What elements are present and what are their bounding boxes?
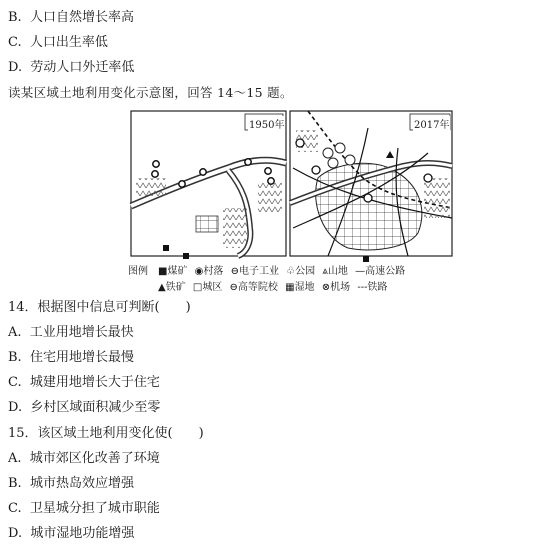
q14-option-d[interactable]: D. 乡村区域面积减少至零: [8, 400, 161, 415]
land-use-figure: [128, 108, 455, 294]
mountains-1950-c: [258, 183, 282, 213]
legend-village: 村落: [203, 266, 224, 277]
q15-option-a[interactable]: A. 城市郊区化改善了环境: [8, 451, 160, 466]
intro-text: 读某区域土地利用变化示意图，回答 14～15 题。: [8, 85, 293, 100]
legend-wetland: 湿地: [294, 282, 315, 293]
map-2017-year: 2017年: [413, 116, 450, 131]
mountains-1950-b: [223, 208, 247, 248]
legend-railway: 铁路: [367, 282, 388, 293]
legend-coal-mine: 煤矿: [167, 266, 188, 277]
coal-mine-1950-b: [183, 253, 189, 259]
city-1950: [196, 216, 218, 232]
q14-option-c[interactable]: C. 城建用地增长大于住宅: [8, 375, 160, 390]
legend-highway: 高速公路: [365, 266, 406, 277]
option-d-prev: D. 劳动人口外迁率低: [8, 60, 135, 75]
q15-option-c[interactable]: C. 卫星城分担了城市职能: [8, 501, 160, 516]
option-b-prev: B. 人口自然增长率高: [8, 10, 134, 25]
legend-airport: 机场: [330, 282, 351, 293]
q15-option-b[interactable]: B. 城市热岛效应增强: [8, 476, 134, 491]
q14-option-b[interactable]: B. 住宅用地增长最慢: [8, 350, 134, 365]
q15-stem: 15．该区域土地利用变化使( ): [8, 426, 204, 441]
legend-iron-mine: 铁矿: [165, 282, 186, 293]
q14-option-a[interactable]: A. 工业用地增长最快: [8, 325, 134, 340]
legend-city: 城区: [202, 282, 223, 293]
legend-row-1: ■煤矿 ◉村落 ⊖电子工业 ♧公园 ⩓山地 —高速公路: [158, 266, 406, 277]
coal-mine-1950-a: [163, 245, 169, 251]
option-c-prev: C. 人口出生率低: [8, 35, 108, 50]
legend-university: 高等院校: [237, 282, 278, 293]
legend-row-2: ▲铁矿 □城区 ⊖高等院校 ▦湿地 ⊗机场 ---铁路: [158, 282, 388, 293]
legend-mountain: 山地: [327, 266, 348, 277]
legend-park: 公园: [295, 266, 316, 277]
legend-title: 图例: [128, 266, 148, 277]
mountains-1950-a: [136, 178, 166, 198]
q14-stem: 14．根据图中信息可判断( ): [8, 300, 191, 315]
q15-option-d[interactable]: D. 城市湿地功能增强: [8, 526, 135, 541]
legend-electronics: 电子工业: [238, 266, 279, 277]
map-1950-year: 1950年: [248, 116, 285, 131]
